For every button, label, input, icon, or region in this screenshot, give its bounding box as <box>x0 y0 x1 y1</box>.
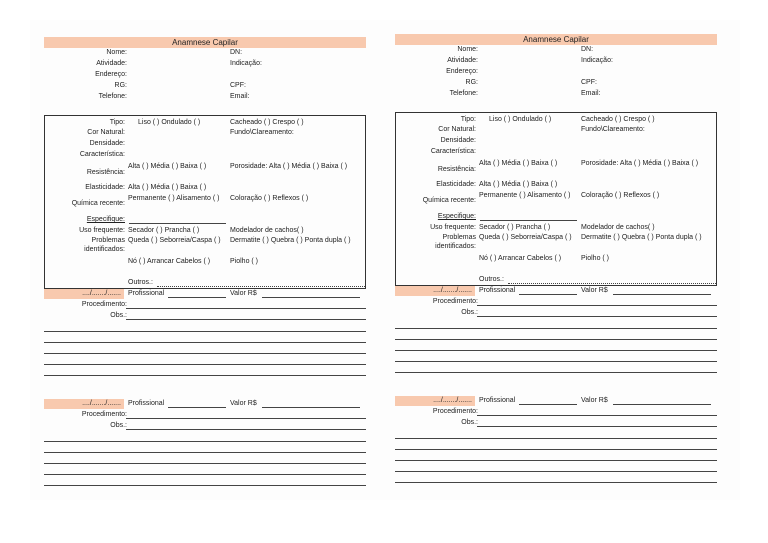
fundo-clareamento: Fundo\Clareamento: <box>581 126 645 133</box>
label-rg: RG: <box>114 82 127 89</box>
writing-line <box>395 361 717 362</box>
label-especifique: Especifique: <box>437 213 476 220</box>
valor-label: Valor R$ <box>230 290 257 297</box>
form-right <box>395 34 717 506</box>
writing-line <box>395 350 717 351</box>
writing-line <box>44 441 366 442</box>
writing-line <box>44 353 366 354</box>
tipo-options-2: Cacheado ( ) Crespo ( ) <box>581 116 655 123</box>
label-indicacao: Indicação: <box>230 60 262 67</box>
problemas-options-2: Dermatite ( ) Quebra ( ) Ponta dupla ( ) <box>581 234 702 241</box>
assessment-box <box>44 115 366 289</box>
valor-label: Valor R$ <box>581 287 608 294</box>
procedure-block-1 <box>395 286 717 396</box>
writing-line <box>44 375 366 376</box>
label-elasticidade: Elasticidade: <box>85 184 125 191</box>
tipo-options: Liso ( ) Ondulado ( ) <box>138 119 201 126</box>
especifique-line <box>480 220 577 221</box>
coloracao-options: Coloração ( ) Reflexos ( ) <box>581 192 660 199</box>
procedimento-label: Procedimento: <box>81 301 127 308</box>
writing-line <box>395 471 717 472</box>
problemas-options-b: Nó ( ) Arrancar Cabelos ( ) <box>128 258 211 265</box>
form-left <box>44 37 366 509</box>
profissional-label: Profissional <box>479 287 516 294</box>
label-especifique: Especifique: <box>86 216 125 223</box>
porosidade-options: Porosidade: Alta ( ) Média ( ) Baixa ( ) <box>581 160 699 167</box>
obs-label: Obs.: <box>461 419 478 426</box>
form-title: Anamnese Capilar <box>395 34 717 45</box>
outros-line <box>157 286 365 287</box>
procedure-block-2 <box>44 399 366 509</box>
label-atividade: Atividade: <box>96 60 127 67</box>
especifique-line <box>129 223 226 224</box>
label-problemas: Problemas identificados: <box>435 234 476 250</box>
label-indicacao: Indicação: <box>581 57 613 64</box>
profissional-label: Profissional <box>128 400 165 407</box>
procedure-block-2 <box>395 396 717 506</box>
elasticidade-options: Alta ( ) Média ( ) Baixa ( ) <box>128 184 207 191</box>
elasticidade-options: Alta ( ) Média ( ) Baixa ( ) <box>479 181 558 188</box>
procedimento-label: Procedimento: <box>432 298 478 305</box>
writing-line <box>395 372 717 373</box>
label-densidade: Densidade: <box>89 140 125 147</box>
outros-line <box>508 283 716 284</box>
porosidade-options: Porosidade: Alta ( ) Média ( ) Baixa ( ) <box>230 163 348 170</box>
problemas-options-b: Nó ( ) Arrancar Cabelos ( ) <box>479 255 562 262</box>
fundo-clareamento: Fundo\Clareamento: <box>230 129 294 136</box>
uso-options: Secador ( ) Prancha ( ) <box>128 227 200 234</box>
procedure-date: ..../......./....... <box>44 399 124 409</box>
writing-line <box>44 452 366 453</box>
writing-line <box>44 463 366 464</box>
modelador-option: Modelador de cachos( ) <box>230 227 304 234</box>
obs-label: Obs.: <box>110 312 127 319</box>
label-email: Email: <box>581 90 601 97</box>
procedure-block-1 <box>44 289 366 399</box>
writing-line <box>395 482 717 483</box>
writing-line <box>395 438 717 439</box>
label-resistencia: Resistência: <box>86 169 125 176</box>
label-caracteristica: Característica: <box>430 148 476 155</box>
label-email: Email: <box>230 93 250 100</box>
piolho-option: Piolho ( ) <box>581 255 610 262</box>
label-tipo: Tipo: <box>109 119 125 126</box>
writing-line <box>395 328 717 329</box>
quimica-options: Permanente ( ) Alisamento ( ) <box>479 192 571 199</box>
obs-label: Obs.: <box>461 309 478 316</box>
procedimento-label: Procedimento: <box>81 411 127 418</box>
procedure-date: ..../......./....... <box>44 289 124 299</box>
label-tipo: Tipo: <box>460 116 476 123</box>
label-endereco: Endereço: <box>446 68 478 75</box>
piolho-option: Piolho ( ) <box>230 258 259 265</box>
label-uso-frequente: Uso frequente: <box>79 227 125 234</box>
label-cpf: CPF: <box>581 79 597 86</box>
writing-line <box>395 449 717 450</box>
label-rg: RG: <box>465 79 478 86</box>
label-cor-natural: Cor Natural: <box>87 129 125 136</box>
outros-label: Outros.: <box>128 279 153 286</box>
quimica-options: Permanente ( ) Alisamento ( ) <box>128 195 220 202</box>
label-quimica: Química recente: <box>422 197 476 204</box>
modelador-option: Modelador de cachos( ) <box>581 224 655 231</box>
writing-line <box>44 474 366 475</box>
label-atividade: Atividade: <box>447 57 478 64</box>
writing-line <box>44 485 366 486</box>
valor-label: Valor R$ <box>581 397 608 404</box>
problemas-options: Queda ( ) Seborreia/Caspa ( ) <box>128 237 221 244</box>
label-telefone: Telefone: <box>98 93 127 100</box>
label-problemas: Problemas identificados: <box>84 237 125 253</box>
obs-label: Obs.: <box>110 422 127 429</box>
label-caracteristica: Característica: <box>79 151 125 158</box>
tipo-options: Liso ( ) Ondulado ( ) <box>489 116 552 123</box>
label-uso-frequente: Uso frequente: <box>430 224 476 231</box>
label-cpf: CPF: <box>230 82 246 89</box>
writing-line <box>44 342 366 343</box>
form-title: Anamnese Capilar <box>44 37 366 48</box>
label-quimica: Química recente: <box>71 200 125 207</box>
outros-label: Outros.: <box>479 276 504 283</box>
label-cor-natural: Cor Natural: <box>438 126 476 133</box>
writing-line <box>395 460 717 461</box>
label-elasticidade: Elasticidade: <box>436 181 476 188</box>
writing-line <box>44 364 366 365</box>
label-densidade: Densidade: <box>440 137 476 144</box>
profissional-label: Profissional <box>479 397 516 404</box>
problemas-options: Queda ( ) Seborreia/Caspa ( ) <box>479 234 572 241</box>
problemas-options-2: Dermatite ( ) Quebra ( ) Ponta dupla ( ) <box>230 237 351 244</box>
label-telefone: Telefone: <box>449 90 478 97</box>
coloracao-options: Coloração ( ) Reflexos ( ) <box>230 195 309 202</box>
label-nome: Nome: <box>457 46 478 53</box>
procedure-date: ..../......./....... <box>395 286 475 296</box>
resistencia-options: Alta ( ) Média ( ) Baixa ( ) <box>479 160 558 167</box>
label-nome: Nome: <box>106 49 127 56</box>
writing-line <box>395 339 717 340</box>
profissional-label: Profissional <box>128 290 165 297</box>
label-dn: DN: <box>230 49 243 56</box>
label-resistencia: Resistência: <box>437 166 476 173</box>
valor-label: Valor R$ <box>230 400 257 407</box>
uso-options: Secador ( ) Prancha ( ) <box>479 224 551 231</box>
tipo-options-2: Cacheado ( ) Crespo ( ) <box>230 119 304 126</box>
assessment-box <box>395 112 717 286</box>
procedure-date: ..../......./....... <box>395 396 475 406</box>
label-endereco: Endereço: <box>95 71 127 78</box>
resistencia-options: Alta ( ) Média ( ) Baixa ( ) <box>128 163 207 170</box>
writing-line <box>44 331 366 332</box>
label-dn: DN: <box>581 46 594 53</box>
procedimento-label: Procedimento: <box>432 408 478 415</box>
